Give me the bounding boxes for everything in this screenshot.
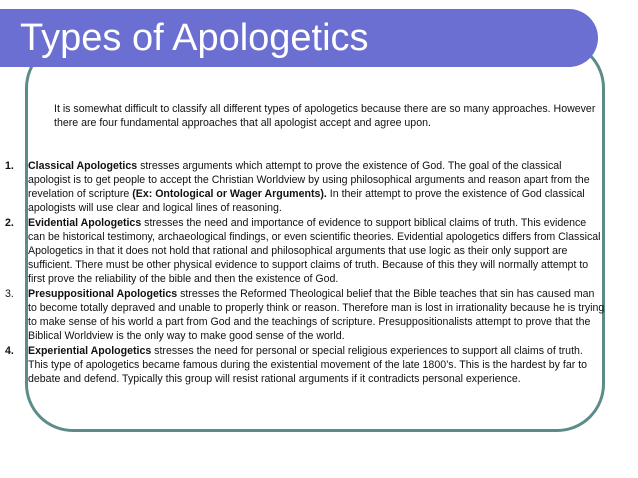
item-name: Evidential Apologetics <box>28 217 142 229</box>
list-item <box>5 216 605 286</box>
list-item <box>5 287 605 343</box>
item-name: Presuppositional Apologetics <box>28 288 178 300</box>
item-text: In their attempt to prove the existence of God classical apologists will use clear and logical lines of reasoning. <box>28 188 585 214</box>
item-name: Classical Apologetics <box>28 160 138 172</box>
item-number: 2. <box>5 217 14 229</box>
slide-title: Types of Apologetics <box>20 17 369 59</box>
item-text: stresses the need for personal or special religious experiences to support all claims of truth. This type of apologetics became famous during the existential movement of the late 1800’s. This is the hardest by far to debate and defend. Typically this group will resist rational arguments if it contradicts personal experience. <box>28 345 588 385</box>
title-bar <box>0 9 598 67</box>
apologetics-list <box>5 159 605 387</box>
item-number: 3. <box>5 288 14 300</box>
list-item <box>5 159 605 215</box>
item-number: 4. <box>5 345 14 357</box>
item-name: Experiential Apologetics <box>28 345 152 357</box>
item-number: 1. <box>5 160 14 172</box>
list-item <box>5 344 605 386</box>
item-text: stresses arguments which attempt to prove the existence of God. The goal of the classical apologist is to get people to accept the Christian Worldview by using philosophical arguments and reason apart from the revelation of scripture <box>28 160 590 200</box>
intro-paragraph: It is somewhat difficult to classify all different types of apologetics because there are so many approaches. However there are four fundamental approaches that all apologist accept and agree upon. <box>54 103 596 129</box>
item-example: (Ex: Ontological or Wager Arguments). <box>132 188 327 200</box>
item-text: stresses the Reformed Theological belief that the Bible teaches that sin has caused man to become totally depraved and unable to properly think or reason. Therefore man is lost in irrationality because he is trying to make sense of his world a part from God and the teachings of scripture. Presuppositionalists attempt to prove that the Biblical Worldview is the only way to make good sense of the world. <box>28 288 605 342</box>
item-text: stresses the need and importance of evidence to support biblical claims of truth. This evidence can be historical testimony, archaeological findings, or even scientific theories. Evidential apologetics differs from Classical Apologetics in that it does not hold that rational and philosophical arguments that use logic as their only support are sufficient. There must be other physical evidence to support claims of truth. Because of this they will normally attempt to first prove the reliability of the bible and then the existence of God. <box>28 217 601 285</box>
